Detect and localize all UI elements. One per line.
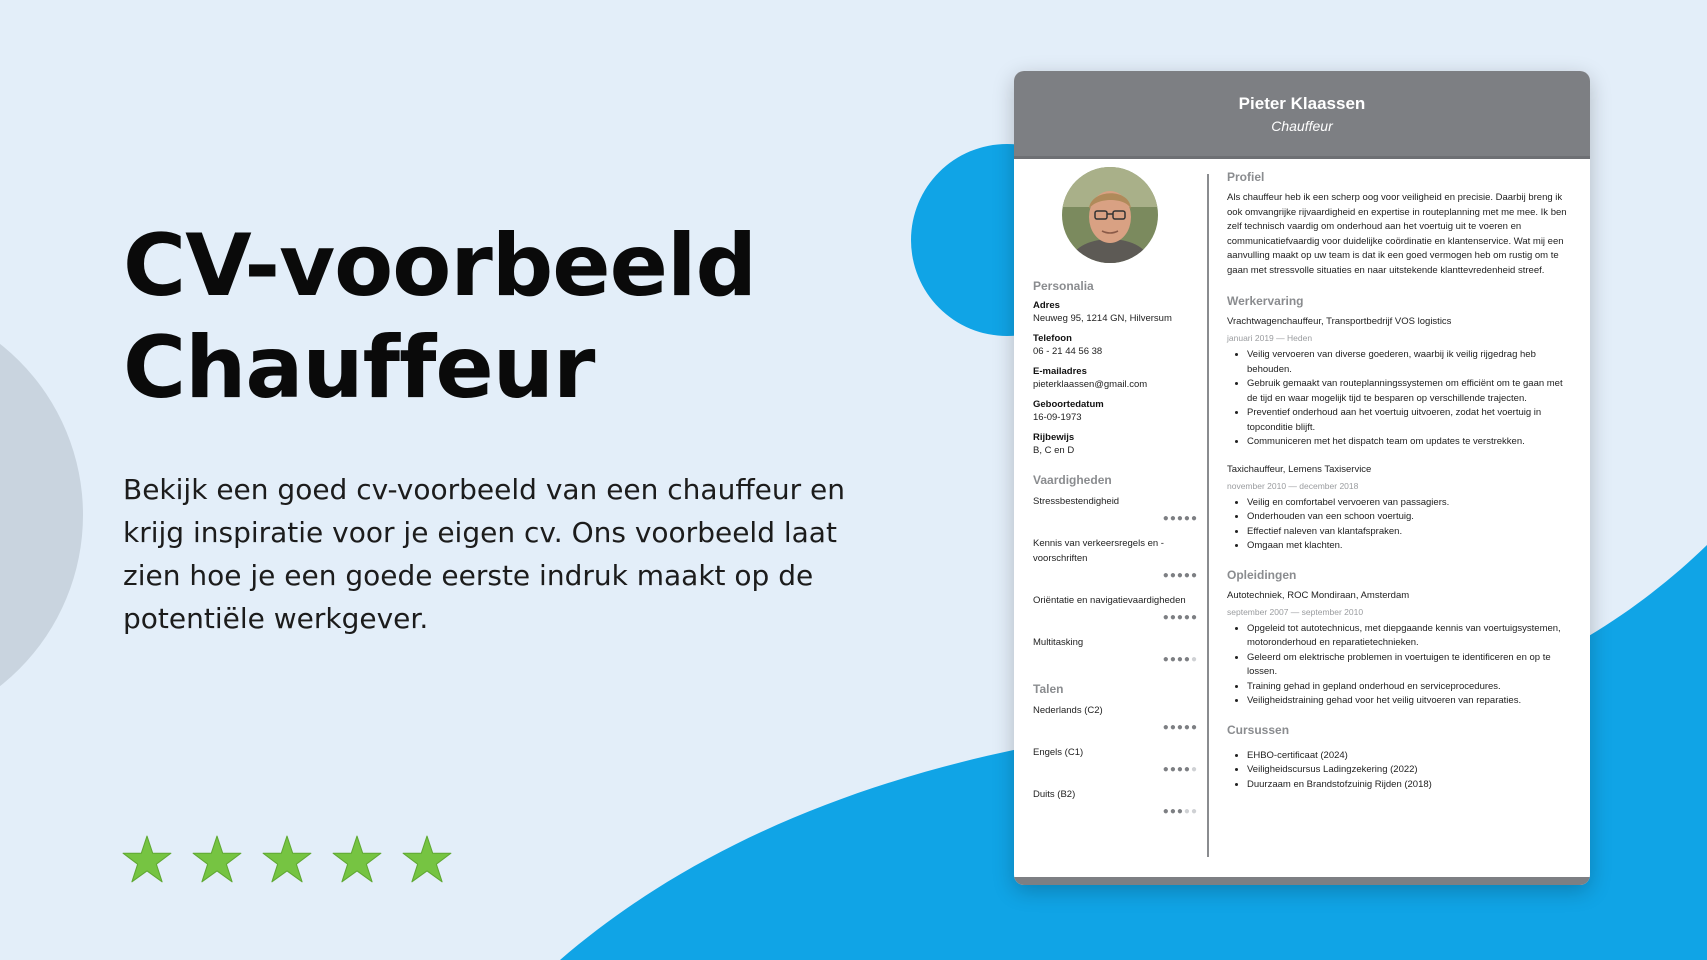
level-dot-filled: ● xyxy=(1183,570,1191,581)
cv-right-column xyxy=(1227,170,1573,792)
courses-list xyxy=(1227,749,1573,793)
language-level xyxy=(1033,764,1198,776)
level-dot-filled: ● xyxy=(1183,513,1191,524)
job-title: Taxichauffeur, Lemens Taxiservice xyxy=(1227,463,1372,475)
level-dot-empty: ● xyxy=(1190,654,1198,665)
star-icon xyxy=(331,834,383,886)
hero-description: Bekijk een goed cv-voorbeeld van een chauffeur en krijg inspiratie voor je eigen cv. Ons voorbeeld laat zien hoe je een goede eerste indruk maakt op de potentiële werkgever. xyxy=(123,473,845,635)
personalia-label: E-mailadres xyxy=(1033,366,1087,377)
education-entry xyxy=(1227,589,1573,709)
level-dot-filled: ● xyxy=(1162,764,1170,775)
course-item: • EHBO-certificaat (2024) xyxy=(1247,749,1573,764)
level-dot-filled: ● xyxy=(1162,513,1170,524)
personalia-value: 06 - 21 44 56 38 xyxy=(1033,346,1103,357)
education-list xyxy=(1227,589,1573,709)
skill-name: Kennis van verkeersregels en -voorschriften xyxy=(1033,538,1164,564)
cv-document xyxy=(1014,71,1590,885)
level-dot-filled: ● xyxy=(1176,612,1184,623)
level-dot-filled: ● xyxy=(1176,764,1184,775)
education-bullet: • Training gehad in gepland onderhoud en serviceprocedures. xyxy=(1247,680,1573,695)
level-dot-empty: ● xyxy=(1183,806,1191,817)
job-bullet: • Veilig vervoeren van diverse goederen, waarbij ik veilig rijgedrag heb behouden. xyxy=(1247,348,1573,377)
level-dot-empty: ● xyxy=(1190,806,1198,817)
job-date: november 2010 — december 2018 xyxy=(1227,480,1359,491)
courses-title: Cursussen xyxy=(1227,722,1290,737)
star-icon xyxy=(401,834,453,886)
personalia-value: Neuweg 95, 1214 GN, Hilversum xyxy=(1033,313,1172,324)
level-dot-filled: ● xyxy=(1190,722,1198,733)
level-dot-filled: ● xyxy=(1162,722,1170,733)
language-name: Nederlands (C2) xyxy=(1033,705,1103,716)
education-title: Autotechniek, ROC Mondiraan, Amsterdam xyxy=(1227,589,1410,601)
personalia-label: Geboortedatum xyxy=(1033,399,1104,410)
skills-list xyxy=(1033,494,1198,666)
level-dot-filled: ● xyxy=(1162,806,1170,817)
star-icon xyxy=(121,834,173,886)
level-dot-filled: ● xyxy=(1176,806,1184,817)
level-dot-filled: ● xyxy=(1183,612,1191,623)
level-dot-filled: ● xyxy=(1190,570,1198,581)
level-dot-filled: ● xyxy=(1183,764,1191,775)
job-title: Vrachtwagenchauffeur, Transportbedrijf VOS logistics xyxy=(1227,316,1452,327)
language-level xyxy=(1033,806,1198,818)
personalia-value: 16-09-1973 xyxy=(1033,412,1082,423)
job-date: januari 2019 — Heden xyxy=(1227,333,1313,343)
level-dot-filled: ● xyxy=(1169,570,1177,581)
language-level xyxy=(1033,722,1198,734)
job-bullets xyxy=(1227,348,1573,450)
level-dot-filled: ● xyxy=(1190,612,1198,623)
level-dot-empty: ● xyxy=(1190,764,1198,775)
profile-title: Profiel xyxy=(1227,170,1265,184)
skill-level xyxy=(1033,513,1198,525)
job-bullet: • Omgaan met klachten. xyxy=(1247,539,1573,554)
language-name: Engels (C1) xyxy=(1033,747,1084,758)
level-dot-filled: ● xyxy=(1162,654,1170,665)
education-bullet: • Opgeleid tot autotechnicus, met diepgaande kennis van voertuigsystemen, motoronderhoud en reparatietechnieken. xyxy=(1247,622,1573,651)
star-icon xyxy=(191,834,243,886)
job-bullet: • Communiceren met het dispatch team om updates te verstrekken. xyxy=(1247,435,1573,450)
level-dot-filled: ● xyxy=(1162,612,1170,623)
cv-header xyxy=(1014,71,1590,159)
education-title: Opleidingen xyxy=(1227,567,1297,582)
job-bullet: • Onderhouden van een schoon voertuig. xyxy=(1247,510,1573,525)
hero-title xyxy=(123,215,756,419)
skill-name: Stressbestendigheid xyxy=(1033,496,1120,507)
personalia-value: B, C en D xyxy=(1033,445,1075,456)
job-entry xyxy=(1227,463,1573,554)
level-dot-filled: ● xyxy=(1176,722,1184,733)
personalia-label: Rijbewijs xyxy=(1033,432,1075,443)
job-bullet: • Preventief onderhoud aan het voertuig uitvoeren, zodat het voertuig in topconditie blijft. xyxy=(1247,406,1573,435)
personalia-list xyxy=(1033,300,1198,457)
personalia-label: Adres xyxy=(1033,300,1060,311)
job-bullet: • Gebruik gemaakt van routeplanningssystemen om efficiënt om te gaan met de tijd en waar mogelijk tijd te besparen op verschillende trajecten. xyxy=(1247,377,1573,406)
education-bullets xyxy=(1227,622,1573,709)
languages-list xyxy=(1033,703,1198,818)
level-dot-filled: ● xyxy=(1176,570,1184,581)
course-item: • Veiligheidscursus Ladingzekering (2022) xyxy=(1247,763,1573,778)
education-bullet: • Veiligheidstraining gehad voor het veilig uitvoeren van reparaties. xyxy=(1247,694,1573,709)
skills-title: Vaardigheden xyxy=(1033,473,1112,487)
job-bullet: • Effectief naleven van klantafspraken. xyxy=(1247,525,1573,540)
skill-level xyxy=(1033,570,1198,582)
hero-title-line2: Chauffeur xyxy=(123,318,595,418)
skill-name: Multitasking xyxy=(1033,637,1084,648)
hero-title-line1: CV-voorbeeld xyxy=(123,216,756,316)
level-dot-filled: ● xyxy=(1190,513,1198,524)
job-bullets xyxy=(1227,496,1573,554)
job-entry xyxy=(1227,315,1573,450)
level-dot-filled: ● xyxy=(1162,570,1170,581)
education-date: september 2007 — september 2010 xyxy=(1227,606,1364,617)
level-dot-filled: ● xyxy=(1176,513,1184,524)
experience-title: Werkervaring xyxy=(1227,294,1304,308)
personalia-label: Telefoon xyxy=(1033,333,1072,344)
skill-level xyxy=(1033,654,1198,666)
level-dot-filled: ● xyxy=(1169,654,1177,665)
profile-photo xyxy=(1062,167,1158,263)
cv-name: Pieter Klaassen xyxy=(1238,94,1366,113)
level-dot-filled: ● xyxy=(1169,513,1177,524)
column-divider xyxy=(1207,174,1209,857)
cv-left-column xyxy=(1033,167,1198,829)
skill-level xyxy=(1033,612,1198,624)
level-dot-filled: ● xyxy=(1183,722,1191,733)
course-item: • Duurzaam en Brandstofzuinig Rijden (2018) xyxy=(1247,778,1573,793)
cv-role: Chauffeur xyxy=(1271,118,1333,134)
language-name: Duits (B2) xyxy=(1033,789,1076,800)
level-dot-filled: ● xyxy=(1176,654,1184,665)
rating-stars xyxy=(121,834,453,886)
level-dot-filled: ● xyxy=(1169,764,1177,775)
level-dot-filled: ● xyxy=(1183,654,1191,665)
cv-footer xyxy=(1014,877,1590,885)
level-dot-filled: ● xyxy=(1169,612,1177,623)
level-dot-filled: ● xyxy=(1169,806,1177,817)
experience-list xyxy=(1227,315,1573,554)
grey-circle-shape xyxy=(0,297,83,733)
personalia-title: Personalia xyxy=(1033,279,1094,293)
skill-name: Oriëntatie en navigatievaardigheden xyxy=(1033,595,1186,606)
job-bullet: • Veilig en comfortabel vervoeren van passagiers. xyxy=(1247,496,1573,511)
personalia-value: pieterklaassen@gmail.com xyxy=(1033,379,1148,390)
profile-text: Als chauffeur heb ik een scherp oog voor veiligheid en precisie. Daarbij breng ik ook omvangrijke rijvaardigheid en expertise in routeplanning met me mee. Ik ben zelf technisch vaardig om onderhoud aan het voertuig uit te voeren en communicatiefvaardig voor duidelijke coördinatie en klantenservice. Wat mij een aanvulling maakt op uw team is dat ik een goed vermogen heb om rustig om te gaan met stressvolle situaties en naar uitstekende klanttevredenheid streef. xyxy=(1227,192,1567,276)
star-icon xyxy=(261,834,313,886)
education-bullet: • Geleerd om elektrische problemen in voertuigen te identificeren en op te lossen. xyxy=(1247,651,1573,680)
level-dot-filled: ● xyxy=(1169,722,1177,733)
languages-title: Talen xyxy=(1033,682,1064,696)
